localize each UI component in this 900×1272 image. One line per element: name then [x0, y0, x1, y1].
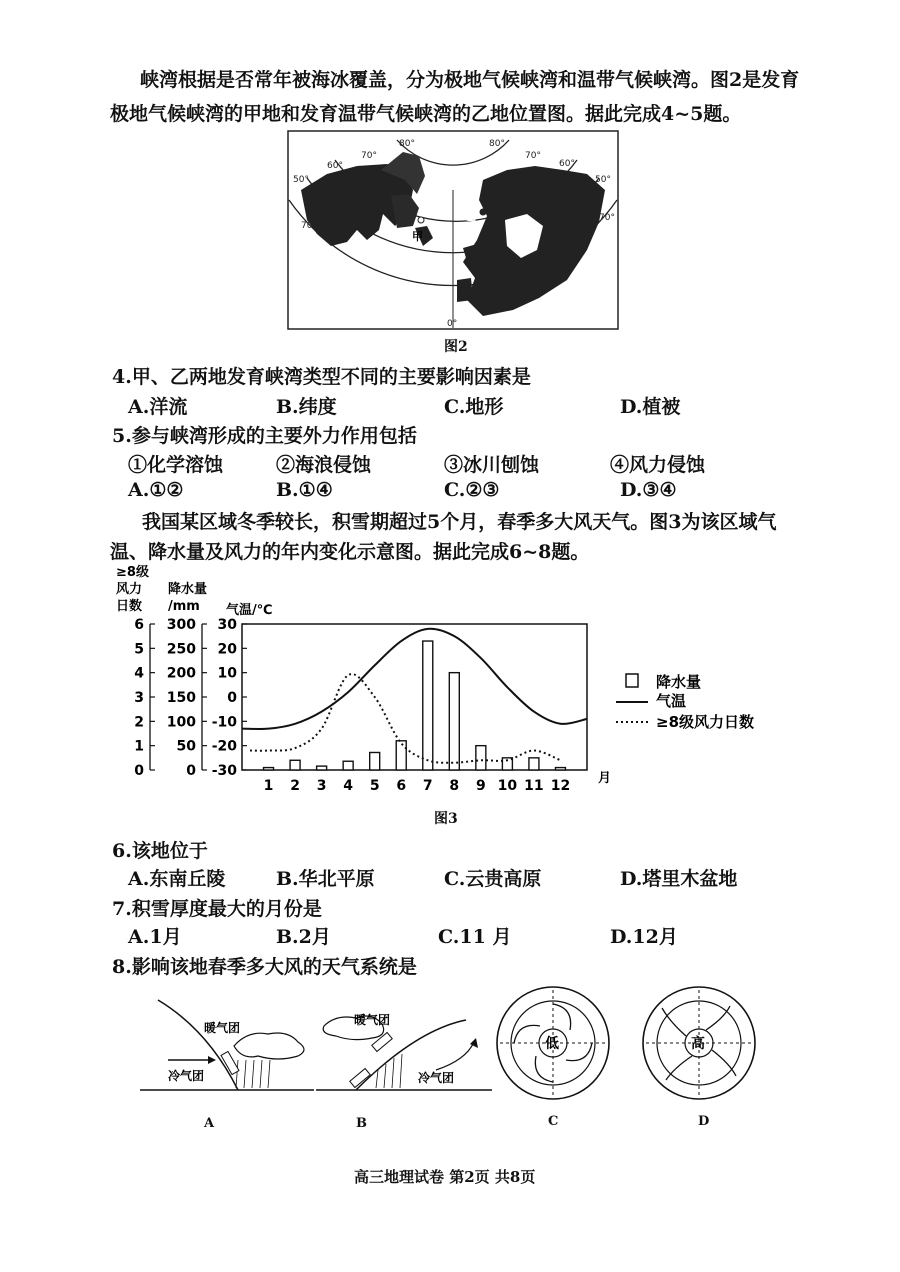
precip-tick-label: 150 [166, 690, 196, 706]
x-tick-label: 3 [316, 778, 327, 794]
figure-2-caption: 图2 [444, 339, 468, 355]
page-footer: 高三地理试卷 第2页 共8页 [354, 1168, 536, 1186]
diagram-letter-c: C [548, 1114, 559, 1129]
x-tick-label: 1 [263, 778, 274, 794]
lat-label: 80° [399, 139, 415, 149]
high-label: 高 [691, 1036, 705, 1052]
precip-bar [370, 752, 380, 770]
diagram-b-cold-label: 冷气团 [418, 1071, 455, 1085]
x-tick-label: 8 [449, 778, 460, 794]
x-tick-label: 6 [396, 778, 407, 794]
q4-option-c[interactable]: C.地形 [444, 396, 504, 418]
lat-label: 70° [599, 213, 615, 223]
legend-swatch-precip [626, 674, 638, 687]
lat-label: 50° [595, 175, 611, 185]
q5-item-4: ④风力侵蚀 [610, 454, 706, 476]
figure-3-caption: 图3 [434, 811, 458, 827]
wind-tick-label: 5 [134, 641, 144, 658]
precip-bar [476, 746, 486, 770]
diagram-a-cold-label: 冷气团 [168, 1069, 205, 1083]
q6-option-b[interactable]: B.华北平原 [276, 868, 375, 890]
figure-2-map [287, 130, 619, 330]
chart-legend [616, 673, 754, 731]
q6-option-d[interactable]: D.塔里木盆地 [620, 868, 738, 890]
label-jia: 甲 [412, 230, 423, 243]
diagram-b-warm-label: 暖气团 [354, 1013, 391, 1027]
diagram-letter-b: B [356, 1116, 367, 1131]
lat-label: 60° [327, 161, 343, 171]
precip-tick-label: 200 [166, 665, 196, 682]
q7-option-c[interactable]: C.11 月 [438, 926, 512, 948]
precip-tick-label: 0 [186, 763, 196, 779]
x-tick-label: 7 [422, 778, 433, 794]
precip-tick-label: 100 [166, 714, 196, 731]
diagram-a-warm-label: 暖气团 [204, 1021, 241, 1035]
temp-tick-label: 20 [217, 641, 237, 658]
lat-label: 0° [447, 319, 458, 329]
q4-option-d[interactable]: D.植被 [620, 396, 681, 418]
x-tick-label: 5 [369, 778, 380, 794]
lat-label: 70° [301, 221, 317, 231]
temp-tick-label: -20 [211, 738, 237, 755]
x-tick-label: 12 [550, 778, 571, 794]
diagram-c-low-pressure [494, 984, 612, 1102]
precip-bar [343, 761, 353, 770]
x-axis-label: 月 [598, 771, 612, 786]
temp-tick-label: 10 [217, 665, 237, 682]
lat-label: 80° [489, 139, 505, 149]
precip-bar [423, 641, 433, 770]
lat-label: 50° [293, 175, 309, 185]
x-tick-label: 10 [497, 778, 518, 794]
intro2-line2: 温、降水量及风力的年内变化示意图。据此完成6~8题。 [110, 541, 590, 563]
precip-bar [396, 741, 406, 770]
q4-option-a[interactable]: A.洋流 [128, 396, 188, 418]
temp-series-line [242, 629, 587, 729]
x-tick-label: 2 [290, 778, 300, 794]
diagram-letter-d: D [698, 1114, 710, 1129]
legend-precip: 降水量 [656, 673, 702, 691]
wind-tick-label: 6 [134, 617, 144, 633]
low-label: 低 [545, 1036, 559, 1052]
legend-wind: ≥8级风力日数 [656, 713, 755, 731]
wind-axis-title-3: 日数 [116, 599, 143, 614]
intro1-line2: 极地气候峡湾的甲地和发育温带气候峡湾的乙地位置图。据此完成4~5题。 [110, 103, 742, 125]
temp-tick-label: -30 [211, 763, 237, 779]
figure-3-chart [110, 562, 830, 802]
lat-label: 60° [559, 159, 575, 169]
x-tick-label: 9 [475, 778, 486, 794]
q6-stem: 6.该地位于 [112, 840, 208, 862]
q5-option-a[interactable]: A.①② [128, 479, 184, 501]
wind-axis-title-1: ≥8级 [116, 565, 149, 580]
precip-tick-label: 250 [166, 641, 196, 658]
q4-option-b[interactable]: B.纬度 [276, 396, 337, 418]
q6-option-a[interactable]: A.东南丘陵 [128, 868, 226, 890]
q7-option-b[interactable]: B.2月 [276, 926, 331, 948]
temp-tick-label: 30 [217, 617, 237, 633]
q5-item-2: ②海浪侵蚀 [276, 454, 372, 476]
wind-tick-label: 2 [134, 714, 144, 731]
x-tick-label: 4 [343, 778, 354, 794]
diagram-d-high-pressure [640, 984, 758, 1102]
q5-item-1: ①化学溶蚀 [128, 454, 224, 476]
intro2-line1: 我国某区域冬季较长，积雪期超过5个月，春季多大风天气。图3为该区域气 [142, 511, 777, 533]
precip-axis-title-2: /mm [168, 599, 200, 614]
diagram-a-cold-front [138, 990, 314, 1100]
wind-tick-label: 0 [134, 763, 144, 779]
precip-tick-label: 50 [176, 738, 196, 755]
q5-option-b[interactable]: B.①④ [276, 479, 333, 501]
temp-axis-title: 气温/℃ [226, 603, 273, 618]
q5-option-c[interactable]: C.②③ [444, 479, 500, 501]
precip-tick-label: 300 [166, 617, 196, 633]
precip-bar [529, 758, 539, 770]
diagram-letter-a: A [204, 1116, 215, 1131]
q5-item-3: ③冰川刨蚀 [444, 454, 540, 476]
q7-option-a[interactable]: A.1月 [128, 926, 182, 948]
precip-bar [264, 768, 274, 770]
lat-label: 70° [361, 151, 377, 161]
temp-tick-label: 0 [227, 690, 237, 706]
q8-stem: 8.影响该地春季多大风的天气系统是 [112, 956, 417, 978]
precip-bar [555, 768, 565, 770]
intro1-line1: 峡湾根据是否常年被海冰覆盖，分为极地气候峡湾和温带气候峡湾。图2是发育 [140, 69, 800, 91]
q6-option-c[interactable]: C.云贵高原 [444, 868, 542, 890]
diagram-b-warm-front [316, 990, 496, 1100]
temp-tick-label: -10 [211, 714, 237, 731]
label-yi: 乙 [465, 210, 476, 223]
q4-stem: 4.甲、乙两地发育峡湾类型不同的主要影响因素是 [112, 366, 531, 388]
wind-axis-title-2: 风力 [116, 582, 143, 597]
wind-tick-label: 4 [134, 665, 144, 682]
wind-tick-label: 1 [134, 738, 144, 755]
q5-option-d[interactable]: D.③④ [620, 479, 677, 501]
q7-stem: 7.积雪厚度最大的月份是 [112, 898, 322, 920]
q5-stem: 5.参与峡湾形成的主要外力作用包括 [112, 425, 417, 447]
precip-axis-title-1: 降水量 [168, 582, 208, 597]
precip-bar [317, 766, 327, 770]
legend-temp: 气温 [656, 692, 687, 710]
q7-option-d[interactable]: D.12月 [610, 926, 678, 948]
precip-bar [449, 673, 459, 770]
wind-tick-label: 3 [134, 690, 144, 706]
x-tick-label: 11 [524, 778, 544, 794]
precip-bar [290, 760, 300, 770]
lat-label: 70° [525, 151, 541, 161]
